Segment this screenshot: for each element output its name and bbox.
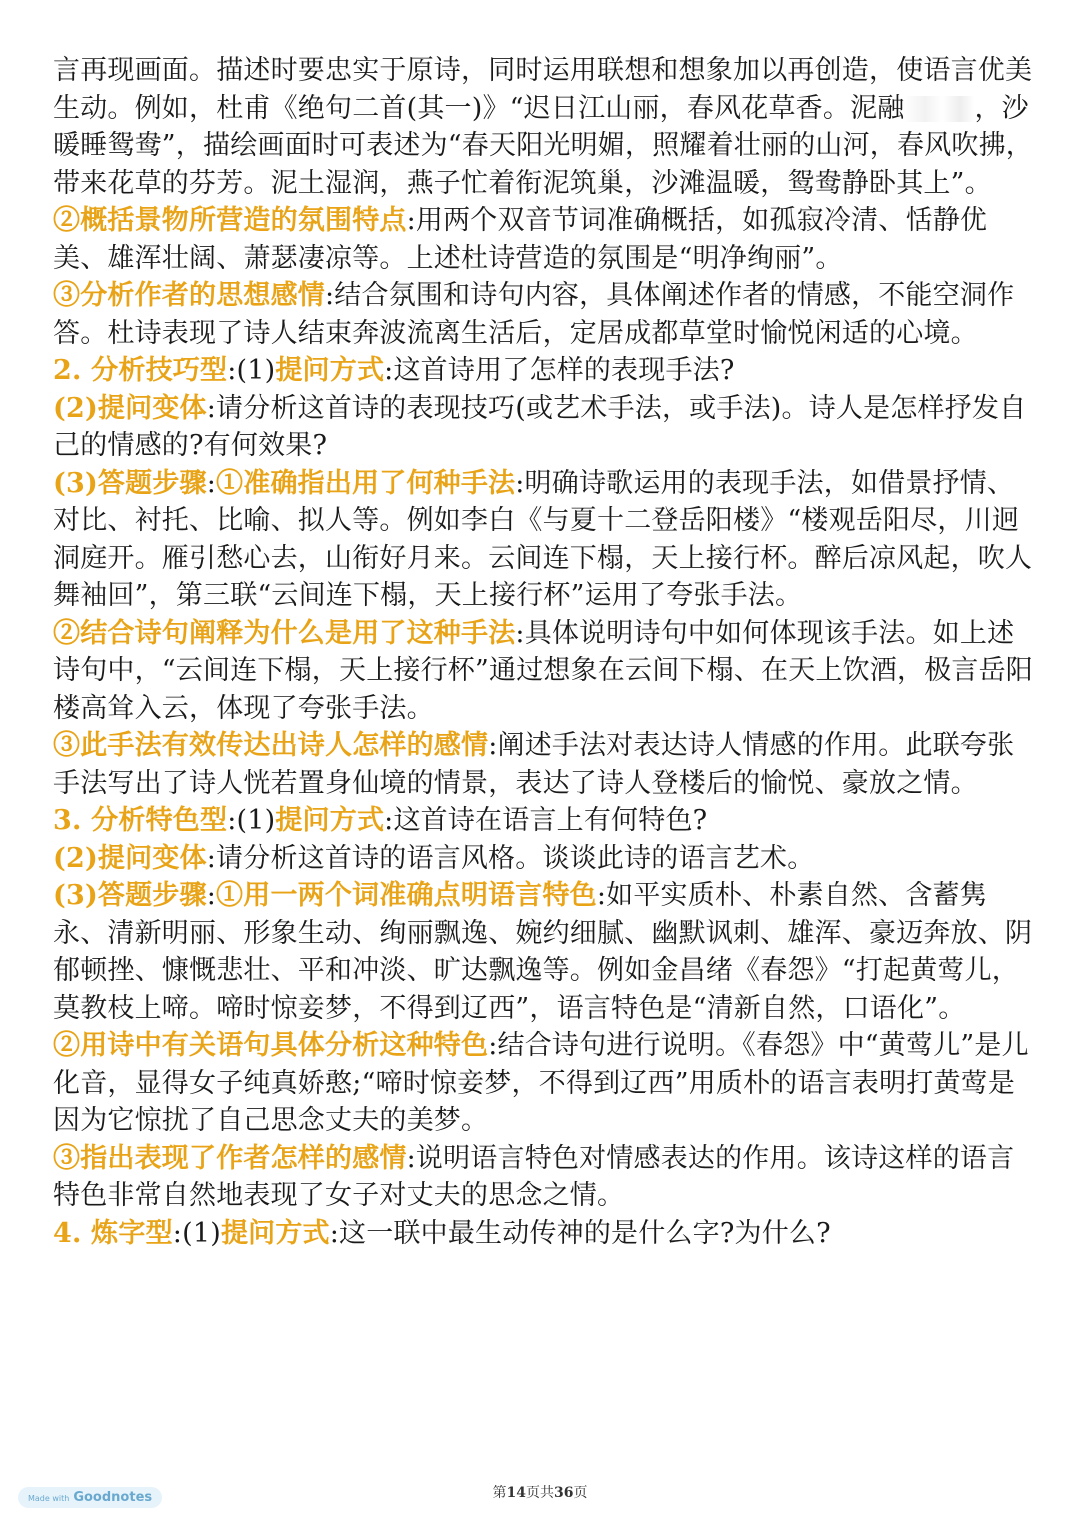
page-footer — [0, 1482, 1080, 1502]
text-run: 言再现画面。描述时要忠实于原诗，同时运用联想和想象加以再创造，使语言优美生动。例如，杜甫《绝句二首(其一)》“迟日江山丽，春风花草香。泥融 — [53, 55, 1033, 124]
watermark-small: Made with — [28, 1494, 70, 1503]
text-run: :明确诗歌运用的表现手法，如借景抒情、对比、衬托、比喻、拟人等。例如李白《与夏十二登岳阳楼》“楼观岳阳尽，川迥洞庭开。雁引愁心去，山衔好月来。云间连下榻，天上接行杯。醉后凉风起，吹人舞袖回”，第三联“云间连下榻，天上接行杯”运用了夸张手法。 — [53, 467, 1033, 611]
heading-run: 提问方式 — [275, 355, 385, 386]
heading-run: 提问方式 — [275, 805, 385, 836]
heading-run: ③此手法有效传达出诗人怎样的感情 — [53, 730, 489, 761]
text-run: :结合氛围和诗句内容，具体阐述作者的情感，不能空洞作答。杜诗表现了诗人结束奔波流离生活后，定居成都草堂时愉悦闲适的心境。 — [53, 280, 1015, 349]
heading-run: 4. 炼字型 — [53, 1217, 173, 1249]
paragraph — [53, 1027, 1033, 1140]
paragraph — [53, 727, 1033, 802]
text-run: :结合诗句进行说明。《春怨》中“黄莺儿”是儿化音，显得女子纯真娇憨;“啼时惊妾梦，不得到辽西”用质朴的语言表明打黄莺是因为它惊扰了自己思念丈夫的美梦。 — [53, 1030, 1029, 1136]
paragraph — [53, 390, 1033, 465]
paragraph — [53, 352, 1033, 390]
heading-run: ②概括景物所营造的氛围特点 — [53, 205, 407, 236]
text-run: :阐述手法对表达诗人情感的作用。此联夸张手法写出了诗人恍若置身仙境的情景，表达了诗人登楼后的愉悦、豪放之情。 — [53, 730, 1015, 799]
text-run: :具体说明诗句中如何体现该手法。如上述诗句中，“云间连下榻，天上接行杯”通过想象在云间下榻、在天上饮酒，极言岳阳楼高耸入云，体现了夸张手法。 — [53, 617, 1034, 724]
text-run: :请分析这首诗的语言风格。谈谈此诗的语言艺术。 — [206, 842, 815, 874]
text-run: :这首诗在语言上有何特色? — [384, 805, 708, 836]
current-page: 14 — [506, 1485, 526, 1501]
paragraph — [53, 465, 1033, 615]
paragraph — [53, 877, 1033, 1027]
text-run: :说明语言特色对情感表达的作用。该诗这样的语言特色非常自然地表现了女子对丈夫的思念之情。 — [53, 1142, 1015, 1211]
text-run: :(1) — [227, 805, 276, 836]
total-pages: 36 — [554, 1485, 574, 1501]
heading-run: ②结合诗句阐释为什么是用了这种手法 — [53, 617, 516, 649]
text-run: :(1) — [172, 1217, 221, 1249]
text-run: :如平实质朴、朴素自然、含蓄隽永、清新明丽、形象生动、绚丽飘逸、婉约细腻、幽默讽刺、雄浑、豪迈奔放、阴郁顿挫、慷慨悲壮、平和冲淡、旷达飘逸等。例如金昌绪《春怨》“打起黄莺儿，莫教枝上啼。啼时惊妾梦，不得到辽西”，语言特色是“清新自然，口语化”。 — [53, 880, 1033, 1024]
watermark-brand: Goodnotes — [73, 1490, 153, 1505]
goodnotes-watermark — [18, 1487, 162, 1508]
paragraph — [53, 615, 1033, 728]
heading-run: (2)提问变体 — [53, 392, 207, 424]
heading-run: 提问方式 — [220, 1217, 330, 1249]
paragraph — [53, 1140, 1033, 1215]
text-run: : — [206, 880, 217, 911]
text-run: : — [206, 467, 217, 499]
heading-run: ②用诗中有关语句具体分析这种特色 — [53, 1030, 489, 1061]
heading-run: 3. 分析特色型 — [53, 805, 228, 836]
heading-run: ①准确指出用了何种手法 — [216, 467, 516, 499]
paragraph — [53, 52, 1033, 202]
heading-run: (2)提问变体 — [53, 842, 207, 874]
text-run: :请分析这首诗的表现技巧(或艺术手法，或手法)。诗人是怎样抒发自己的情感的?有何效果? — [53, 392, 1027, 461]
paragraph — [53, 277, 1033, 352]
footer-prefix: 第 — [492, 1485, 507, 1501]
redacted-area — [904, 96, 974, 122]
paragraph — [53, 202, 1033, 277]
text-run: :这一联中最生动传神的是什么字?为什么? — [329, 1217, 831, 1249]
heading-run: (3)答题步骤 — [53, 880, 207, 911]
heading-run: 2. 分析技巧型 — [53, 355, 228, 386]
heading-run: ③指出表现了作者怎样的感情 — [53, 1142, 407, 1174]
paragraph — [53, 840, 1033, 878]
footer-suffix: 页 — [573, 1485, 588, 1501]
paragraph — [53, 1215, 1033, 1253]
document-body — [53, 52, 1033, 1252]
heading-run: (3)答题步骤 — [53, 467, 207, 499]
paragraph — [53, 802, 1033, 840]
footer-mid: 页共 — [526, 1485, 554, 1501]
text-run: :用两个双音节词准确概括，如孤寂冷清、恬静优美、雄浑壮阔、萧瑟凄凉等。上述杜诗营造的氛围是“明净绚丽”。 — [53, 205, 988, 274]
text-run: ，沙暖睡鸳鸯”，描绘画面时可表述为“春天阳光明媚，照耀着壮丽的山河，春风吹拂，带来花草的芬芳。泥土湿润，燕子忙着衔泥筑巢，沙滩温暖，鸳鸯静卧其上”。 — [53, 92, 1034, 199]
text-run: :这首诗用了怎样的表现手法? — [384, 355, 735, 386]
heading-run: ③分析作者的思想感情 — [53, 280, 325, 311]
heading-run: ①用一两个词准确点明语言特色 — [216, 880, 597, 911]
text-run: :(1) — [227, 355, 276, 386]
